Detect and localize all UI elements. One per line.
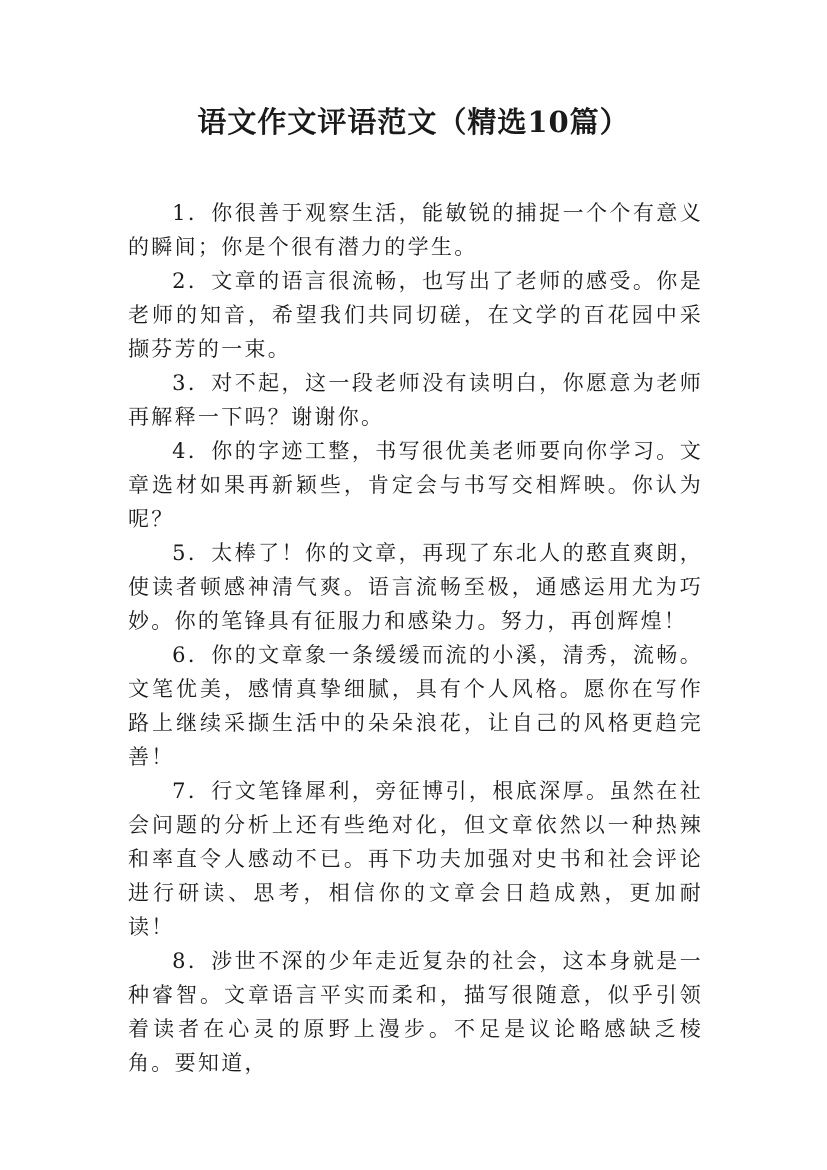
comment-paragraph-2: 2．文章的语言很流畅，也写出了老师的感受。你是老师的知音，希望我们共同切磋，在文学的百花园中采撷芬芳的一束。 xyxy=(128,269,703,361)
comment-paragraph-3: 3．对不起，这一段老师没有读明白，你愿意为老师再解释一下吗？谢谢你。 xyxy=(128,371,703,429)
comment-paragraph-4: 4．你的字迹工整，书写很优美老师要向你学习。文章选材如果再新颖些，肯定会与书写交相辉映。你认为呢？ xyxy=(128,439,703,531)
comment-paragraph-5: 5．太棒了！你的文章，再现了东北人的憨直爽朗，使读者顿感神清气爽。语言流畅至极，通感运用尤为巧妙。你的笔锋具有征服力和感染力。努力，再创辉煌！ xyxy=(128,541,703,633)
comment-paragraph-7: 7．行文笔锋犀利，旁征博引，根底深厚。虽然在社会问题的分析上还有些绝对化，但文章依然以一种热辣和率直令人感动不已。再下功夫加强对史书和社会评论进行研读、思考，相信你的文章会日趋成熟，更加耐读！ xyxy=(128,779,703,939)
comment-paragraph-6: 6．你的文章象一条缓缓而流的小溪，清秀，流畅。文笔优美，感情真挚细腻，具有个人风格。愿你在写作路上继续采撷生活中的朵朵浪花，让自己的风格更趋完善！ xyxy=(128,643,703,769)
comment-paragraph-1: 1．你很善于观察生活，能敏锐的捕捉一个个有意义的瞬间；你是个很有潜力的学生。 xyxy=(128,201,703,259)
document-body xyxy=(128,196,703,1080)
document-title: 语文作文评语范文（精选10篇） xyxy=(197,105,630,139)
comment-paragraph-8: 8．涉世不深的少年走近复杂的社会，这本身就是一种睿智。文章语言平实而柔和，描写很随意，似乎引领着读者在心灵的原野上漫步。不足是议论略感缺乏棱角。要知道， xyxy=(128,949,703,1075)
